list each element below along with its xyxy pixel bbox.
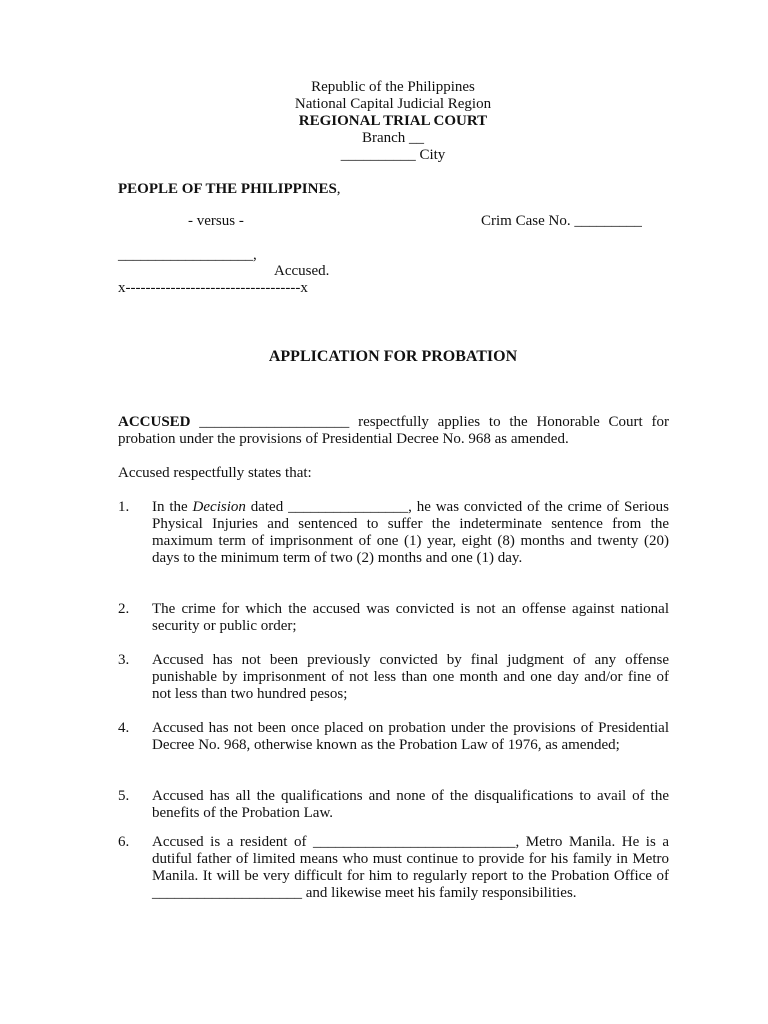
accused-blank: __________________, [118,247,257,263]
header-region: National Capital Judicial Region [294,96,492,112]
accused-label: Accused. [274,263,330,279]
item-text-pre: In the [152,499,193,515]
item-text: Accused has not been once placed on probation under the provisions of Presidential Decree No. 968, otherwise known as the Probation Law of 1976, as amended; [152,720,669,753]
item-number: 5. [118,788,130,804]
intro-text: ____________________ respectfully applies to the Honorable Court for probation under the provisions of Presidential Decree No. 968 as amended. [118,414,669,447]
case-number-label: Crim Case No. _________ [481,213,642,229]
item-number: 6. [118,834,130,850]
caption-plaintiff [118,181,341,198]
item-text [152,499,669,567]
header-republic: Republic of the Philippines [311,79,475,95]
caption-separator: x-----------------------------------x [118,280,308,296]
header-branch: Branch __ [361,130,425,146]
plaintiff-name: PEOPLE OF THE PHILIPPINES [118,181,337,197]
intro-accused: ACCUSED [118,414,191,430]
intro-paragraph [118,414,669,448]
item-number: 1. [118,499,130,515]
item-number: 2. [118,601,130,617]
item-number: 3. [118,652,130,668]
caption-versus: - versus - [188,213,244,229]
document-title: APPLICATION FOR PROBATION [268,348,518,365]
item-text: The crime for which the accused was convicted is not an offense against national security or public order; [152,601,669,634]
header-city: __________ City [340,147,446,163]
states-that: Accused respectfully states that: [118,465,312,481]
item-text: Accused has all the qualifications and none of the disqualifications to avail of the benefits of the Probation Law. [152,788,669,821]
item-text: Accused is a resident of ___________________________, Metro Manila. He is a dutiful father of limited means who must continue to provide for his family in Metro Manila. It will be very difficult for him to regularly report to the Probation Office of ____________________ and likewise meet his family responsibilities. [152,834,669,901]
item-text-rest: dated ________________, he was convicted of the crime of Serious Physical Injuries and sentenced to suffer the indeterminate sentence from the maximum term of imprisonment of one (1) year, eight (8) months and twenty (20) days to the minimum term of two (2) months and one (1) day. [152,499,669,566]
header-court: REGIONAL TRIAL COURT [298,113,488,129]
item-text: Accused has not been previously convicted by final judgment of any offense punishable by imprisonment of not less than one month and one day and/or fine of not less than two hundred pesos; [152,652,669,702]
plaintiff-comma: , [336,181,341,197]
item-text-italic: Decision [192,499,246,515]
item-number: 4. [118,720,130,736]
